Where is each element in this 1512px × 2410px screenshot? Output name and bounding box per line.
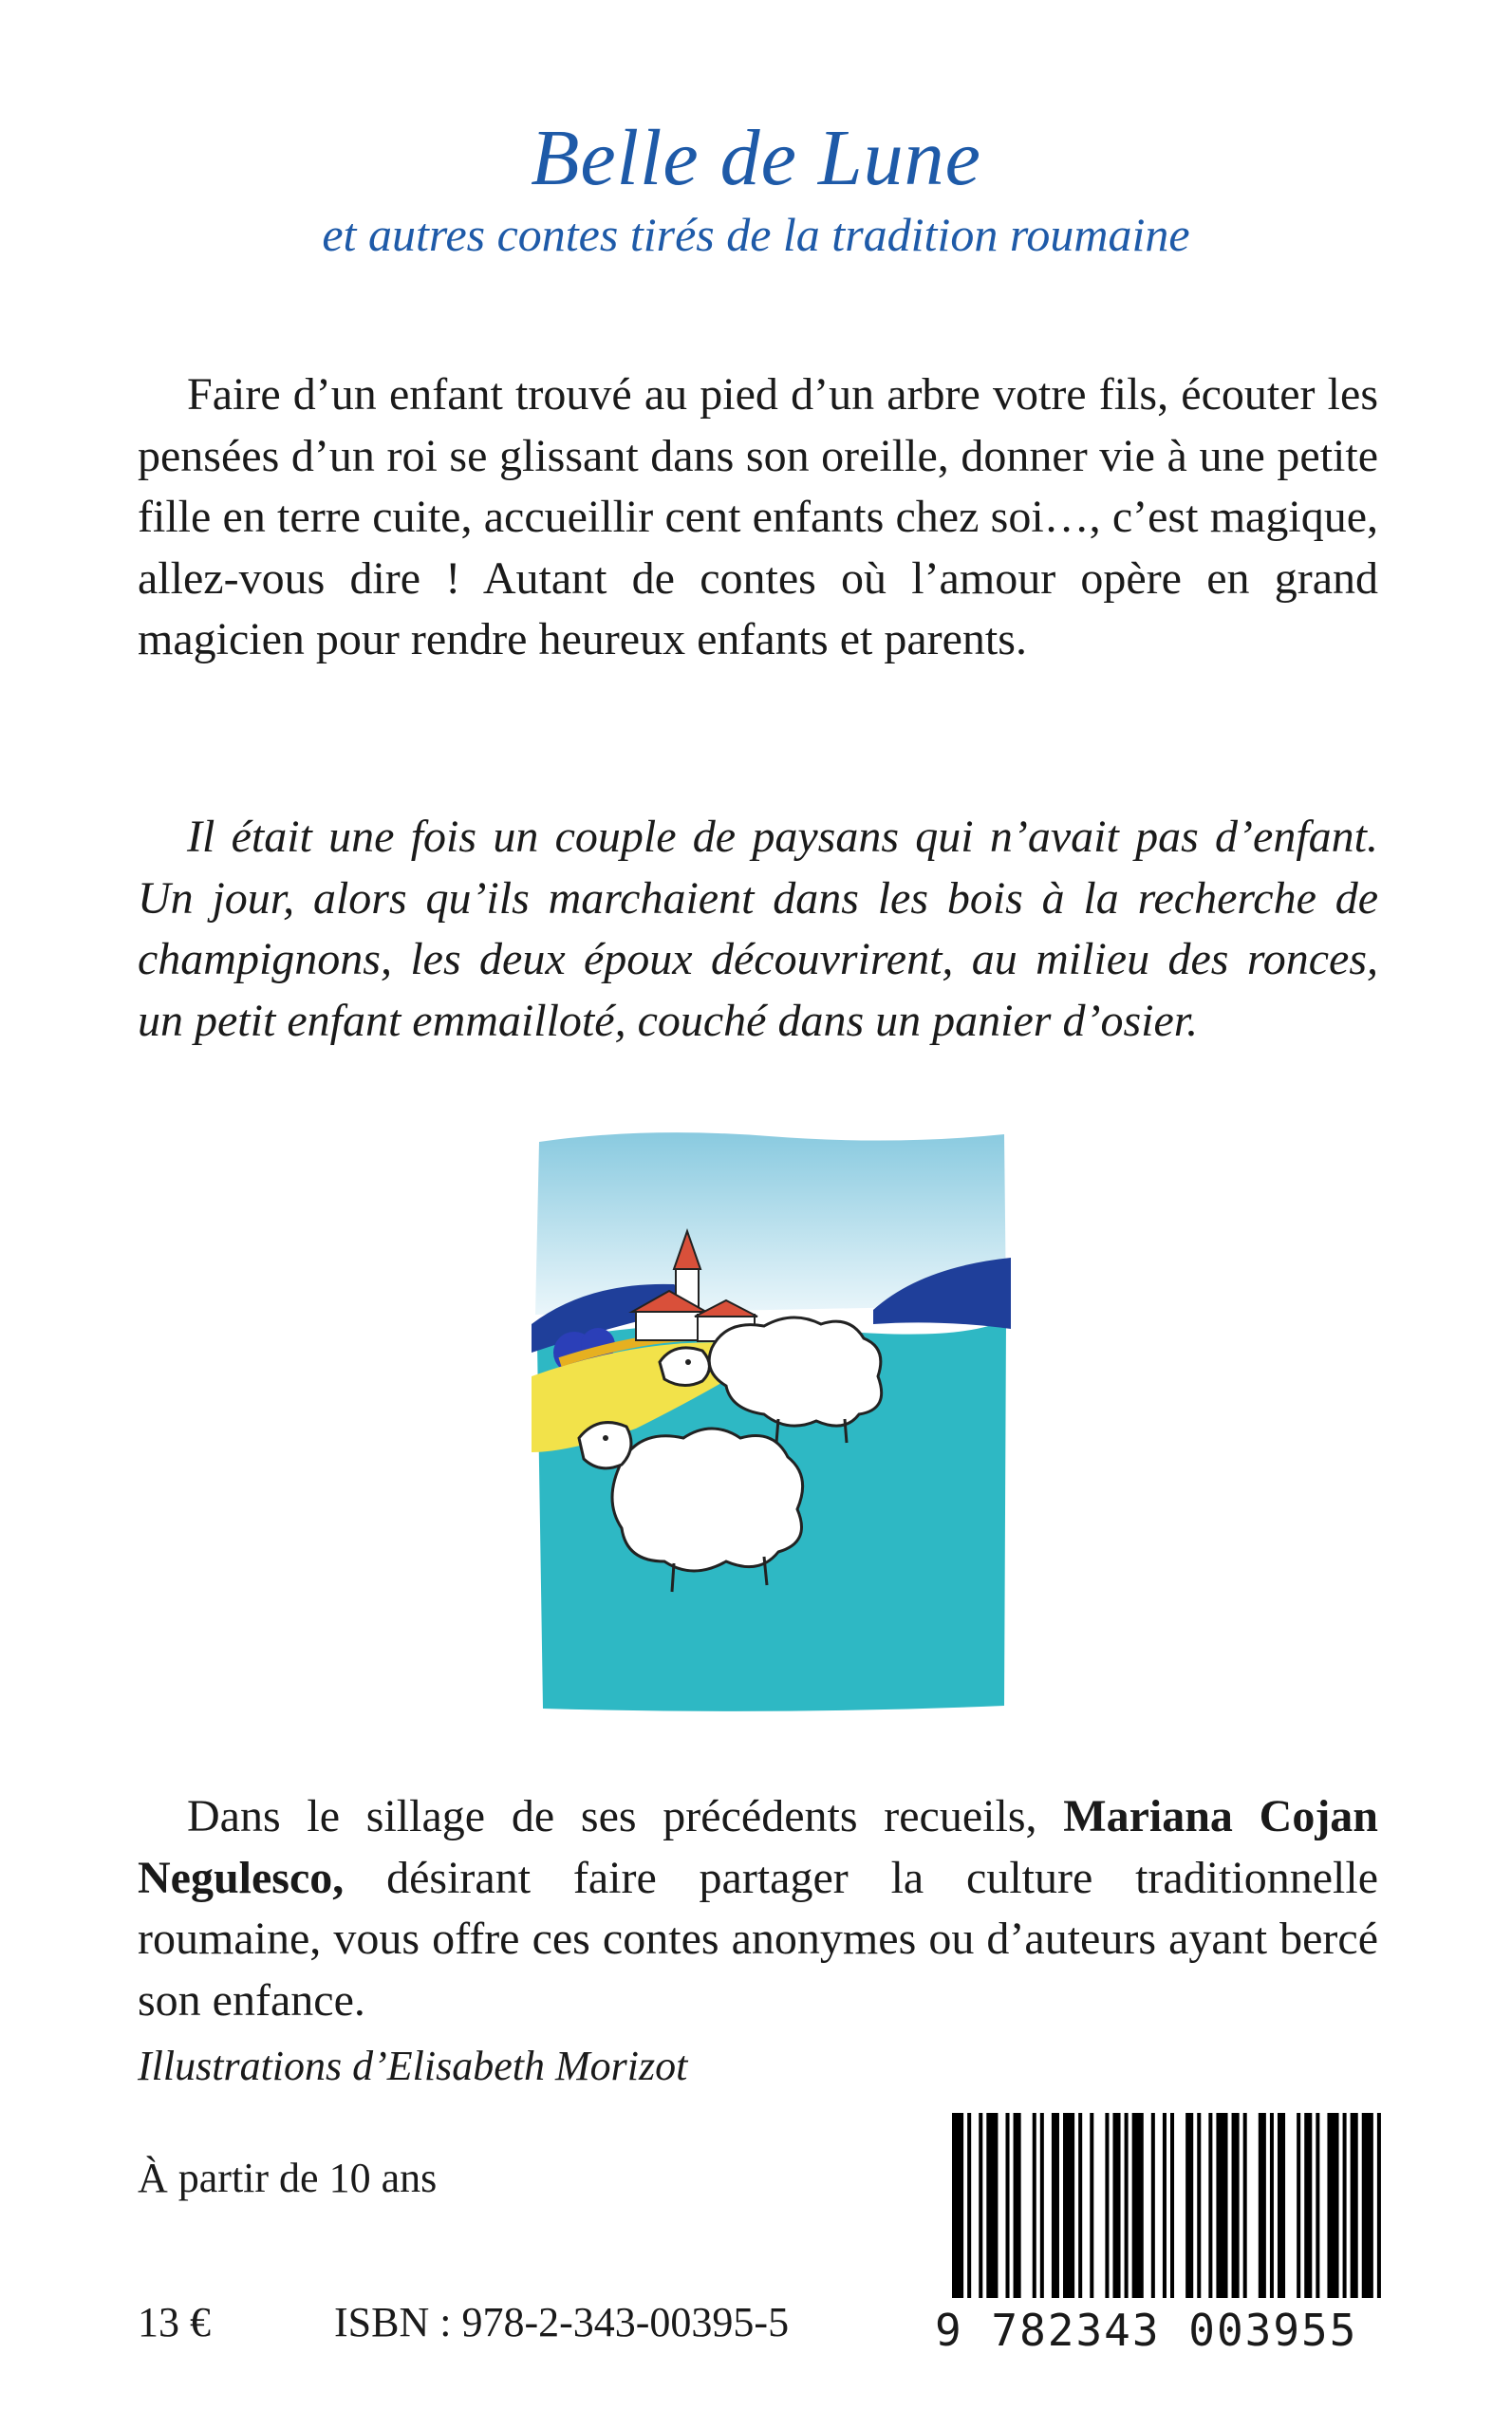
barcode-bar bbox=[1243, 2113, 1247, 2298]
barcode-icon bbox=[952, 2113, 1389, 2322]
price: 13 € bbox=[138, 2299, 211, 2345]
age-range: À partir de 10 ans bbox=[138, 2155, 438, 2201]
barcode-bar bbox=[1170, 2113, 1174, 2298]
barcode-bar bbox=[952, 2113, 963, 2298]
barcode-bar bbox=[1052, 2113, 1059, 2298]
barcode-bar bbox=[1304, 2113, 1312, 2298]
sheep-village-illustration bbox=[532, 1125, 1011, 1718]
barcode-bar bbox=[1278, 2113, 1285, 2298]
barcode-bar bbox=[1270, 2113, 1274, 2298]
barcode-bar bbox=[1151, 2113, 1155, 2298]
barcode-digits: 9 782343 003955 bbox=[935, 2305, 1358, 2356]
barcode-bar bbox=[1005, 2113, 1009, 2298]
barcode-bar bbox=[986, 2113, 998, 2298]
barcode-bar bbox=[1163, 2113, 1167, 2298]
author-paragraph: Dans le sillage de ses précédents recueils, Mariana Cojan Negulesco, désirant faire partager la culture traditionnelle roumaine, vous offre ces contes anonymes ou d’auteurs ayant bercé son enfance. bbox=[138, 1791, 1378, 2026]
barcode-bar bbox=[1351, 2113, 1358, 2298]
author-name: Mariana Cojan Negulesco, bbox=[138, 1791, 1378, 1903]
barcode-bar bbox=[1185, 2113, 1193, 2298]
barcode-bar bbox=[1208, 2113, 1212, 2298]
barcode-bar bbox=[1132, 2113, 1144, 2298]
barcode-bar bbox=[1105, 2113, 1109, 2298]
barcode-bar bbox=[1377, 2113, 1381, 2298]
intro-paragraph: Faire d’un enfant trouvé au pied d’un arbre votre fils, écouter les pensées d’un roi se glissant dans son oreille, donner vie à une petite fille en terre cuite, accueillir cent enfants chez soi…, c’est magique, allez-vous dire ! Autant de contes où l’amour opère en grand magicien pour rendre heureux enfants et parents. bbox=[138, 369, 1378, 664]
village-house bbox=[636, 1310, 702, 1340]
barcode-bar bbox=[1343, 2113, 1347, 2298]
barcode-bar bbox=[979, 2113, 982, 2298]
barcode-bar bbox=[1216, 2113, 1227, 2298]
excerpt-paragraph: Il était une fois un couple de paysans qui n’avait pas d’enfant. Un jour, alors qu’ils marchaient dans les bois à la recherche de champignons, les deux époux découvrirent, au milieu des ronces, un petit enfant emmailloté, couché dans un panier d’osier. bbox=[138, 812, 1378, 1046]
barcode-bar bbox=[1078, 2113, 1082, 2298]
barcode-bar bbox=[1197, 2113, 1201, 2298]
illustrations-credit: Illustrations d’Elisabeth Morizot bbox=[138, 2043, 688, 2089]
barcode-bar bbox=[1297, 2113, 1300, 2298]
barcode-bar bbox=[1040, 2113, 1044, 2298]
barcode-bar bbox=[1316, 2113, 1319, 2298]
barcode-bar bbox=[1362, 2113, 1373, 2298]
barcode-bar bbox=[1090, 2113, 1093, 2298]
book-subtitle: et autres contes tirés de la tradition roumaine bbox=[322, 208, 1190, 261]
barcode-bar bbox=[1063, 2113, 1074, 2298]
barcode-bar bbox=[1112, 2113, 1120, 2298]
barcode-bar bbox=[1327, 2113, 1338, 2298]
isbn: ISBN : 978-2-343-00395-5 bbox=[334, 2299, 790, 2345]
barcode-bar bbox=[1033, 2113, 1036, 2298]
barcode-bar bbox=[1014, 2113, 1021, 2298]
barcode-bar bbox=[1259, 2113, 1266, 2298]
barcode-bar bbox=[1125, 2113, 1129, 2298]
barcode-bar bbox=[1232, 2113, 1240, 2298]
barcode-bar bbox=[967, 2113, 971, 2298]
book-title: Belle de Lune bbox=[531, 114, 981, 202]
